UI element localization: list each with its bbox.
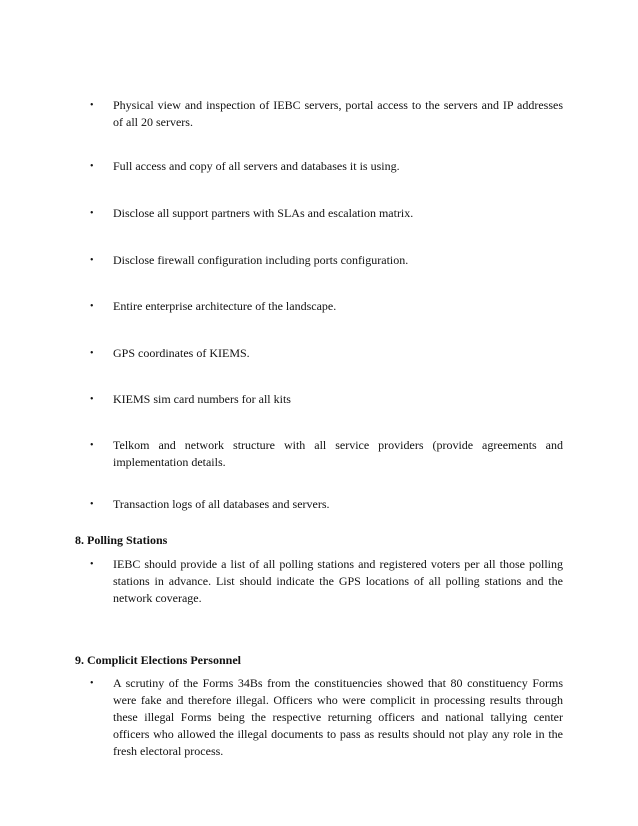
list-item-text: KIEMS sim card numbers for all kits: [113, 392, 291, 406]
list-item-text: Entire enterprise architecture of the landscape.: [113, 299, 337, 313]
list-item-text: Transaction logs of all databases and servers.: [113, 497, 330, 511]
list-item: [90, 391, 563, 408]
list-item: [90, 437, 563, 471]
bullet-icon: •: [90, 559, 94, 570]
bullet-icon: •: [90, 348, 94, 359]
section-heading: 9. Complicit Elections Personnel: [75, 653, 241, 667]
bullet-icon: •: [90, 208, 94, 219]
list-item: [90, 205, 563, 222]
list-item-text: GPS coordinates of KIEMS.: [113, 346, 250, 360]
list-item-text: A scrutiny of the Forms 34Bs from the constituencies showed that 80 constituency Forms were fake and therefore illegal. Officers who were complicit in processing results through these illegal Forms being the respective returning officers and national tallying center officers who allowed the illegal documents to pass as results should not play any role in the fresh electoral process.: [113, 676, 563, 758]
bullet-icon: •: [90, 394, 94, 405]
list-item: [90, 675, 563, 760]
list-item-text: Telkom and network structure with all service providers (provide agreements and implementation details.: [113, 438, 563, 469]
list-item: [90, 496, 563, 513]
bullet-icon: •: [90, 499, 94, 510]
list-item-text: Disclose firewall configuration including ports configuration.: [113, 253, 409, 267]
list-item: [90, 556, 563, 607]
list-item-text: IEBC should provide a list of all polling stations and registered voters per all those polling stations in advance. List should indicate the GPS locations of all polling stations and the network coverage.: [113, 557, 563, 605]
bullet-icon: •: [90, 100, 94, 111]
section-heading: 8. Polling Stations: [75, 533, 168, 547]
bullet-icon: •: [90, 440, 94, 451]
list-item-text: Physical view and inspection of IEBC servers, portal access to the servers and IP addresses of all 20 servers.: [113, 98, 563, 129]
list-item: [90, 345, 563, 362]
list-item-text: Disclose all support partners with SLAs and escalation matrix.: [113, 206, 414, 220]
bullet-icon: •: [90, 255, 94, 266]
list-item: [90, 252, 563, 269]
list-item-text: Full access and copy of all servers and databases it is using.: [113, 159, 400, 173]
bullet-icon: •: [90, 301, 94, 312]
bullet-icon: •: [90, 678, 94, 689]
list-item: [90, 97, 563, 131]
bullet-icon: •: [90, 161, 94, 172]
list-item: [90, 298, 563, 315]
list-item: [90, 158, 563, 175]
